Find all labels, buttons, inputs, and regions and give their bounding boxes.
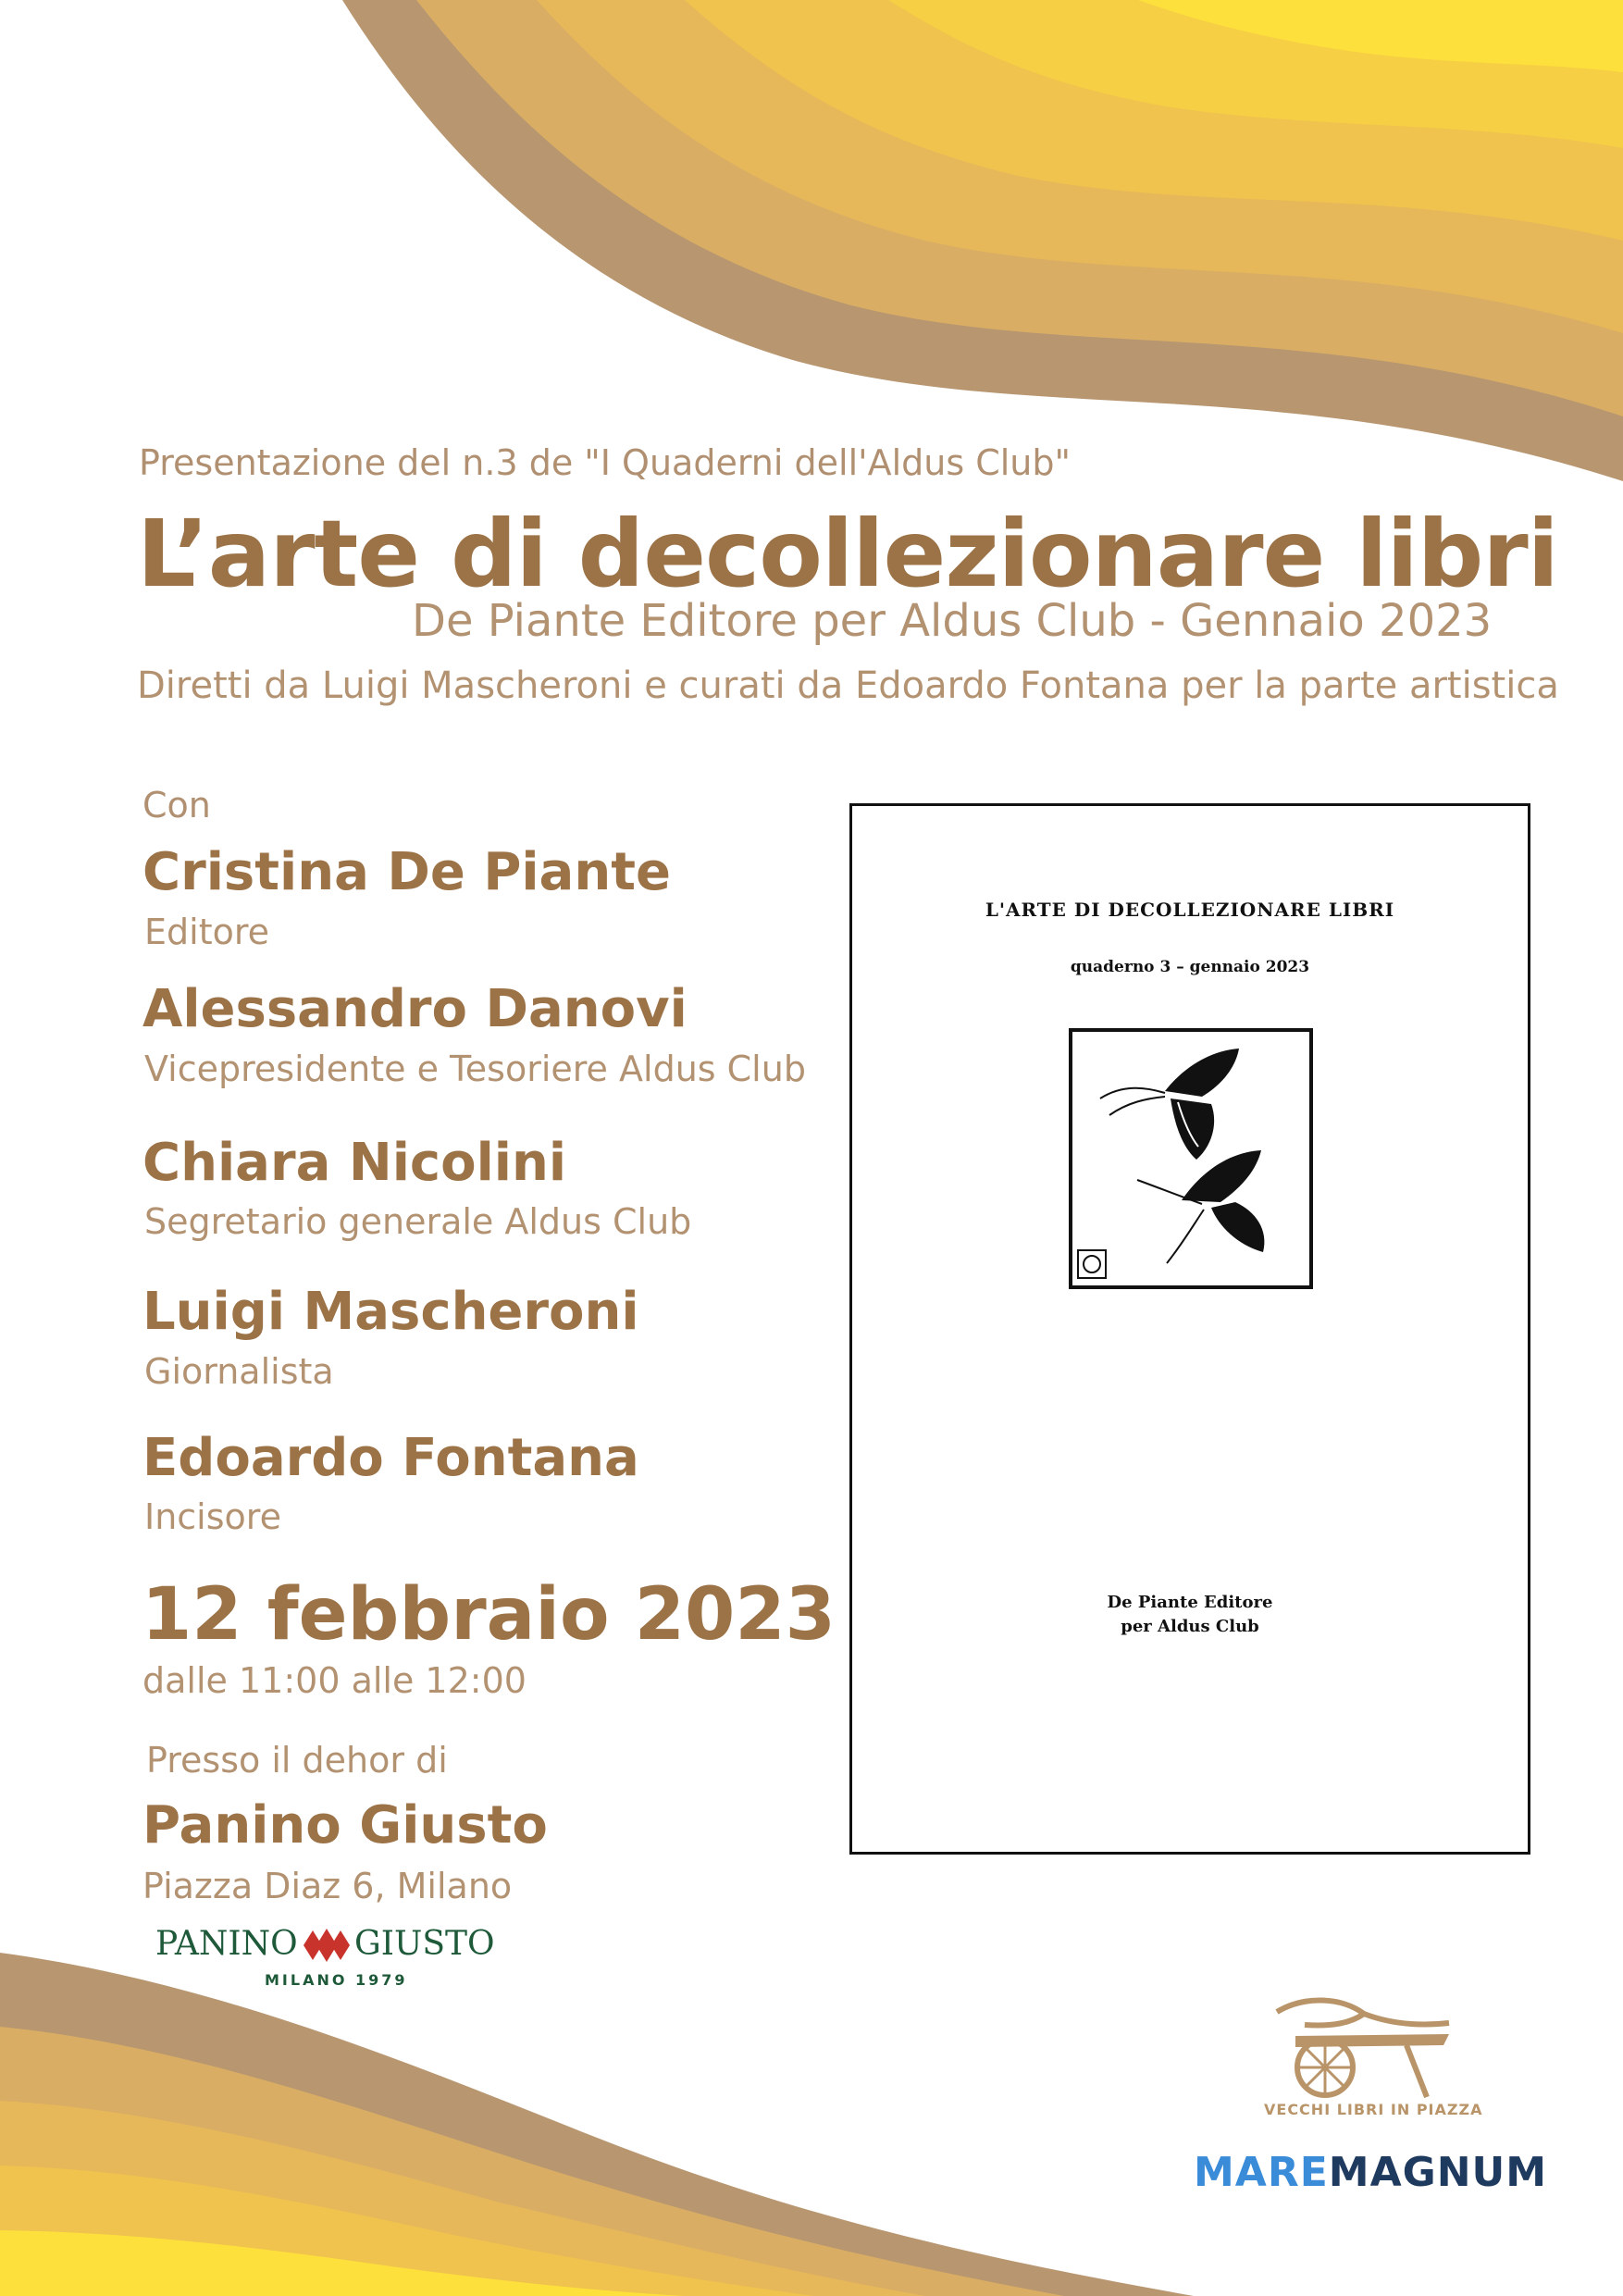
event-subtitle: Presentazione del n.3 de "I Quaderni dell'Aldus Club" bbox=[139, 442, 1071, 483]
butterflies-illustration bbox=[1072, 1032, 1309, 1285]
bottom-wave bbox=[0, 1953, 1194, 2296]
speaker-name: Edoardo Fontana bbox=[142, 1428, 639, 1488]
maremagnum-magnum: MAGNUM bbox=[1328, 2149, 1548, 2196]
speaker-role: Vicepresidente e Tesoriere Aldus Club bbox=[144, 1049, 806, 1089]
page-title: L’arte di decollezionare libri bbox=[137, 500, 1558, 608]
venue-intro: Presso il dehor di bbox=[146, 1740, 448, 1781]
cover-issue: quaderno 3 – gennaio 2023 bbox=[1070, 958, 1310, 976]
panino-logo-word: PANINO bbox=[155, 1925, 298, 1963]
speaker-role: Giornalista bbox=[144, 1351, 334, 1392]
cover-publisher: De Piante Editore bbox=[1107, 1593, 1273, 1612]
speaker-role: Segretario generale Aldus Club bbox=[144, 1201, 692, 1242]
maremagnum-mare: MARE bbox=[1194, 2149, 1329, 2196]
speaker-name: Chiara Nicolini bbox=[142, 1133, 567, 1193]
event-time: dalle 11:00 alle 12:00 bbox=[142, 1660, 527, 1701]
speaker-name: Luigi Mascheroni bbox=[142, 1282, 639, 1342]
venue-name: Panino Giusto bbox=[142, 1795, 548, 1855]
speakers-intro: Con bbox=[142, 785, 211, 825]
speaker-name: Cristina De Piante bbox=[142, 842, 671, 902]
book-cover bbox=[849, 803, 1530, 1855]
cover-publisher: per Aldus Club bbox=[1121, 1617, 1259, 1636]
panino-logo-word: GIUSTO bbox=[354, 1925, 495, 1963]
speaker-role: Incisore bbox=[144, 1496, 281, 1537]
publisher-line: De Piante Editore per Aldus Club - Gennaio 2023 bbox=[412, 595, 1493, 647]
cart-books-icon bbox=[1268, 1990, 1462, 2101]
panino-logo-subtitle: MILANO 1979 bbox=[265, 1971, 408, 1989]
event-date: 12 febbraio 2023 bbox=[142, 1573, 836, 1657]
panino-giusto-logo bbox=[155, 1925, 500, 1992]
top-wave bbox=[342, 0, 1623, 481]
directors-line: Diretti da Luigi Mascheroni e curati da Edoardo Fontana per la parte artistica bbox=[137, 664, 1559, 707]
speaker-name: Alessandro Danovi bbox=[142, 979, 688, 1039]
cover-engraving bbox=[1069, 1028, 1313, 1289]
vecchi-libri-label: VECCHI LIBRI IN PIAZZA bbox=[1264, 2101, 1483, 2118]
maremagnum-logo bbox=[1194, 2149, 1547, 2196]
speaker-role: Editore bbox=[144, 912, 270, 952]
venue-address: Piazza Diaz 6, Milano bbox=[142, 1866, 513, 1906]
panino-diamond-icon bbox=[302, 1927, 352, 1964]
cover-title: L'ARTE DI DECOLLEZIONARE LIBRI bbox=[985, 899, 1395, 921]
